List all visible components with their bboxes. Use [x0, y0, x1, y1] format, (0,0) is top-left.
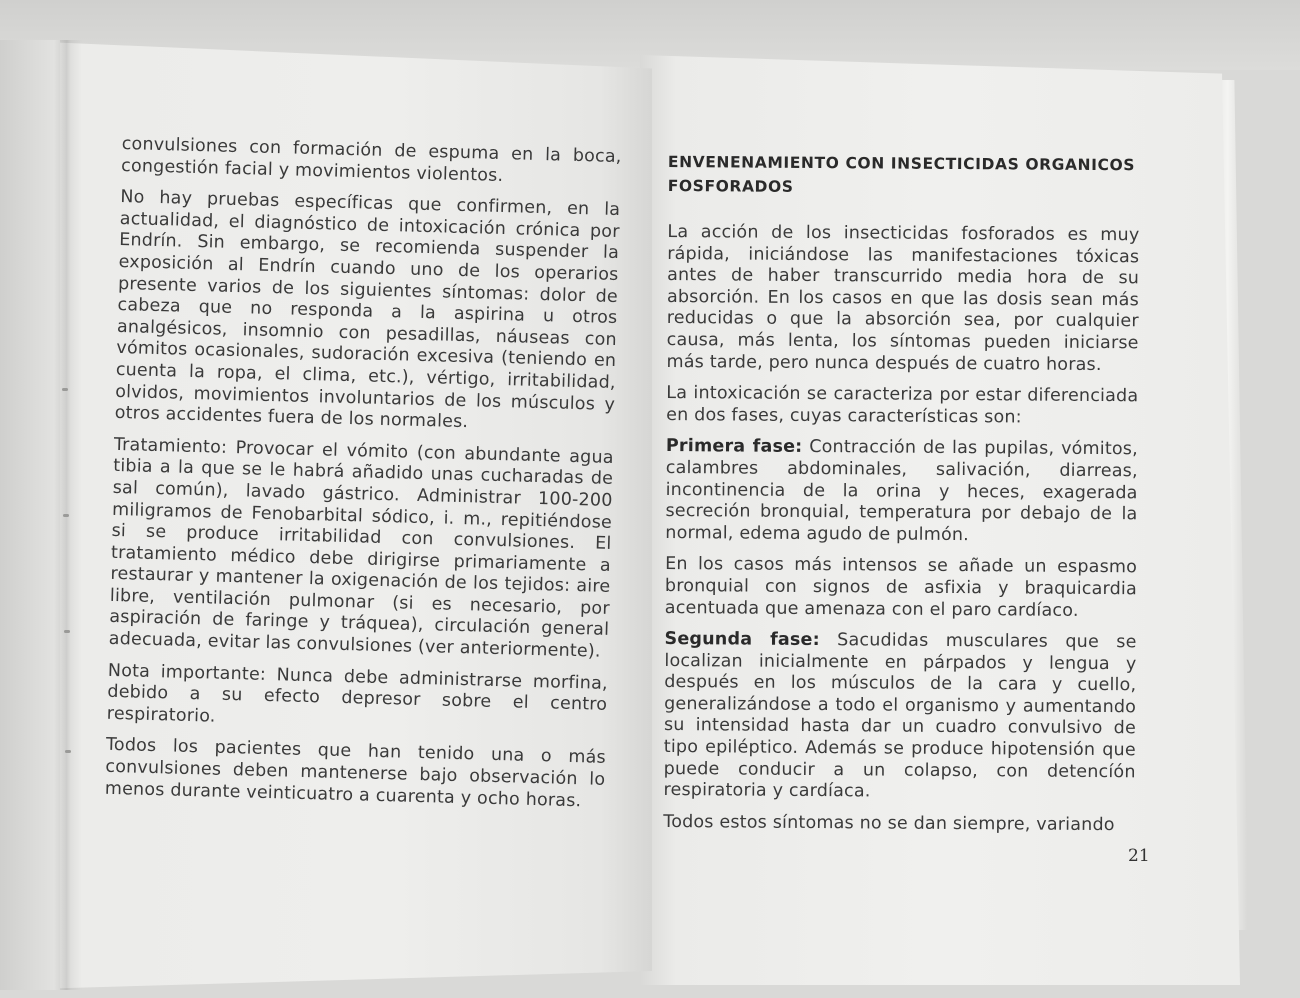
paragraph: Todos estos síntomas no se dan siempre, variando — [663, 811, 1115, 835]
paragraph: La intoxicación se caracteriza por estar diferenciada en dos fases, cuyas características son: — [666, 383, 1139, 428]
paragraph: La acción de los insecticidas fosforados es muy rápida, iniciándose las manifestaciones tóxicas antes de haber transcurrido media hora de su absorción. En los casos en que las dosis sean más reducidas o que la absorción sea, por cualquier causa, más lenta, los síntomas pueden iniciarse más tarde, pero nunca después de cuatro horas. — [666, 221, 1140, 375]
paragraph: Tratamiento: Provocar el vómito (con abundante agua tibia a la que se le habrá añadido unas cucharadas de sal común), lavado gástrico. Administrar 100-200 miligramos de Fenobarbital sódico, i. m., repitiéndose si se produce irritabilidad con convulsiones. El tratamiento médico debe dirigirse primariamente a restaurar y mantener la oxigenación de los tejidos: aire libre, ventilación pulmonar (si es necesario, por aspiración de faringe y tráquea), circulación general adecuada, evitar las convulsiones (ver anteriormente). — [108, 434, 614, 662]
paragraph: En los casos más intensos se añade un espasmo bronquial con signos de asfixia y braquicardia acentuada que amenaza con el paro cardíaco. — [664, 554, 1138, 621]
phase-two-paragraph — [663, 629, 1136, 805]
paragraph: Nota importante: Nunca debe administrarse morfina, debido a su efecto depresor sobre el centro respiratorio. — [106, 660, 609, 727]
phase-two-text: Sacudidas musculares que se localizan inicialmente en párpados y lengua y después en los músculos de la cara y cuello, generalizándose a todo el organismo y aumentando su intensidad hasta dar un cuadro convulsivo de tipo epiléptico. Además se produce hipotensión que puede conducir a un colapso, con detencíón respiratoria y cardíaca. — [663, 630, 1137, 802]
staple-mark — [62, 388, 68, 391]
section-heading: ENVENENAMIENTO CON INSECTICIDAS ORGANICOS FOSFORADOS — [667, 152, 1136, 196]
phase-one-text: Contracción de las pupilas, vómitos, calambres abdominales, salivación, diarreas, incontinencia de la orina y heces, exagerada secreción bronquial, temperatura por debajo de la normal, edema agudo de pulmón. — [665, 437, 1138, 545]
staple-mark — [63, 514, 69, 517]
staple-mark — [64, 630, 70, 633]
left-page-text — [104, 134, 622, 823]
page-number: 21 — [1128, 846, 1150, 866]
right-page-text — [663, 150, 1140, 847]
booklet-cover-edge — [0, 40, 60, 990]
phase-one-label: Primera fase: — [665, 436, 803, 458]
phase-one-paragraph — [665, 436, 1138, 547]
staple-mark — [65, 750, 71, 753]
paragraph: No hay pruebas específicas que confirmen, en la actualidad, el diagnóstico de intoxicación crónica por Endrín. Sin embargo, se recomienda suspender la exposición al Endrín cuando uno de los operarios presente varios de los siguientes síntomas: dolor de cabeza que no responda a la aspirina u otros analgésicos, insomnio con pesadillas, náuseas con vómitos ocasionales, sudoración excesiva (teniendo en cuenta la ropa, el clima, etc.), vértigo, irritabilidad, olvidos, movimientos involuntarios de los músculos y otros accidentes fuera de los normales. — [114, 187, 621, 433]
paragraph: convulsiones con formación de espuma en la boca, congestión facial y movimientos violentos. — [120, 134, 622, 186]
phase-two-label: Segunda fase: — [664, 629, 820, 651]
paragraph: Todos los pacientes que han tenido una o más convulsiones deben mantenerse bajo observación lo menos durante veinticuatro a cuarenta y ocho horas. — [104, 735, 607, 811]
